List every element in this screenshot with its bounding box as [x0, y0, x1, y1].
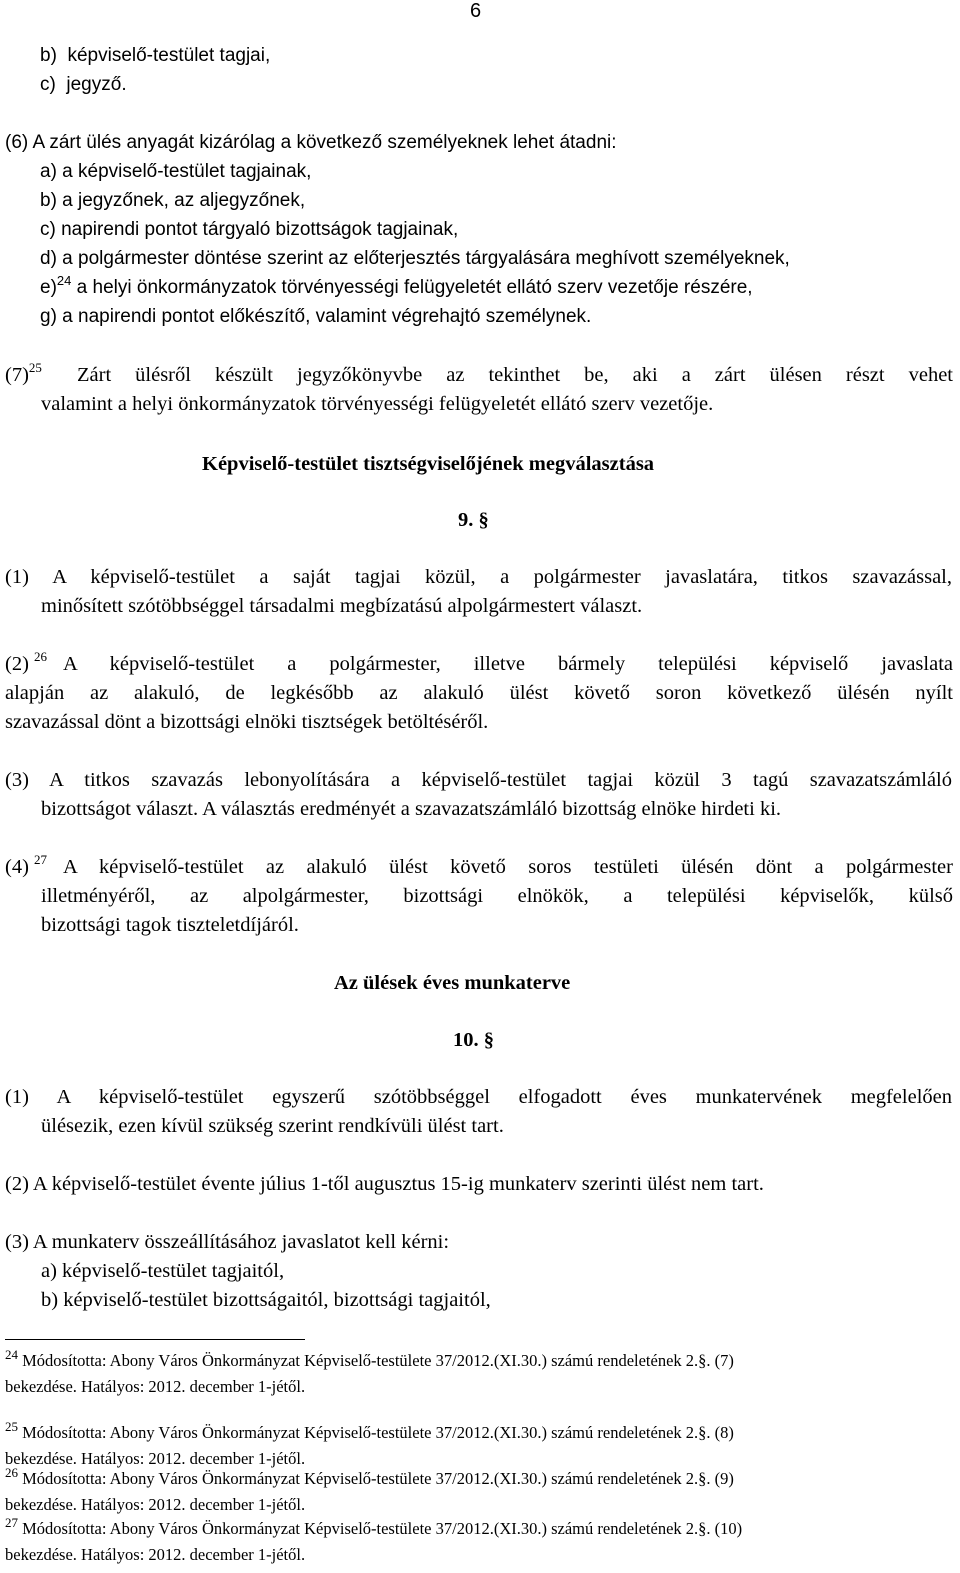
footnote-ref-24: 24 — [56, 272, 72, 288]
list-item-e: e)$^{24}$ a helyi önkormányzatok törvényességi felügyeletét ellátó szerv vezetője részére, — [40, 272, 753, 298]
section10-p3: (3) A munkaterv összeállításához javaslatot kell kérni: — [5, 1231, 450, 1253]
section9-p1-line: (1) A képviselő-testület a saját tagjai közül, a polgármester javaslatára, titkos szavazással, — [5, 566, 952, 588]
section9-p4-line: bizottsági tagok tiszteletdíjáról. — [41, 914, 299, 936]
list-item: a) a képviselő-testület tagjainak, — [40, 161, 312, 182]
page-number: 6 — [470, 0, 482, 22]
footnote-line: bekezdése. Hatályos: 2012. december 1-jétől. — [5, 1545, 306, 1564]
footnote-line: bekezdése. Hatályos: 2012. december 1-jétől. — [5, 1377, 306, 1396]
list-item: b) képviselő-testület tagjai, — [40, 45, 271, 66]
list-item: g) a napirendi pontot előkészítő, valamint végrehajtó személynek. — [40, 306, 592, 327]
footnote: $^{27}$ Módosította: Abony Város Önkormányzat Képviselő-testülete 37/2012.(XI.30.) számú rendeletének 2.§. (10) — [5, 1514, 743, 1538]
footnote-ref-26: 26 — [34, 649, 48, 665]
list-item: c) napirendi pontot tárgyaló bizottságok tagjainak, — [40, 219, 459, 240]
section9-p3-line: bizottságot választ. A választás eredményét a szavazatszámláló bizottság elnöke hirdeti ki. — [41, 798, 782, 820]
section-number: 10. § — [453, 1029, 494, 1051]
section10-p1-line: ülésezik, ezen kívül szükség szerint rendkívüli ülést tart. — [41, 1115, 504, 1137]
section9-p2-label: (2) $^{26}$ — [5, 649, 48, 675]
footnote: $^{26}$ Módosította: Abony Város Önkormányzat Képviselő-testülete 37/2012.(XI.30.) számú rendeletének 2.§. (9) — [5, 1464, 734, 1488]
paragraph-7-line: Zárt ülésről készült jegyzőkönyvbe az tekinthet be, aki a zárt ülésen részt vehet — [77, 364, 953, 386]
list-item: b) a jegyzőnek, az aljegyzőnek, — [40, 190, 306, 211]
section9-p4-label: (4) $^{27}$ — [5, 852, 48, 878]
list-item: d) a polgármester döntése szerint az előterjesztés tárgyalására meghívott személyeknek, — [40, 248, 790, 269]
list-item: b) képviselő-testület bizottságaitól, bizottsági tagjaitól, — [41, 1289, 491, 1311]
section10-p1-line: (1) A képviselő-testület egyszerű szótöbbséggel elfogadott éves munkatervének megfelelően — [5, 1086, 952, 1108]
section9-p4-line: A képviselő-testület az alakuló ülést követő soros testületi ülésén dönt a polgármester — [63, 856, 953, 878]
section9-p2-line: A képviselő-testület a polgármester, illetve bármely települési képviselő javaslata — [63, 653, 953, 675]
footnote-ref-27: 27 — [34, 852, 48, 868]
footnote-ref-25: 25 — [28, 360, 42, 376]
paragraph-7-line: valamint a helyi önkormányzatok törvényességi felügyeletét ellátó szerv vezetője. — [41, 393, 714, 415]
section9-p1-line: minősített szótöbbséggel társadalmi megbízatású alpolgármestert választ. — [41, 595, 643, 617]
section-heading: Képviselő-testület tisztségviselőjének megválasztása — [202, 453, 655, 475]
section9-p3-line: (3) A titkos szavazás lebonyolítására a képviselő-testület tagjai közül 3 tagú szavazatszámláló — [5, 769, 952, 791]
section9-p2-line: szavazással dönt a bizottsági elnöki tisztségek betöltéséről. — [5, 711, 489, 733]
section10-p2: (2) A képviselő-testület évente július 1-től augusztus 15-ig munkaterv szerinti ülést nem tart. — [5, 1173, 764, 1195]
footnote: $^{25}$ Módosította: Abony Város Önkormányzat Képviselő-testülete 37/2012.(XI.30.) számú rendeletének 2.§. (8) — [5, 1418, 734, 1442]
section-heading: Az ülések éves munkaterve — [334, 972, 571, 994]
section-number: 9. § — [458, 509, 489, 531]
footnote-separator — [5, 1339, 305, 1340]
section9-p4-line: illetményéről, az alpolgármester, bizottsági elnökök, a települési képviselők, külső — [41, 885, 953, 907]
section9-p2-line: alapján az alakuló, de legkésőbb az alakuló ülést követő soron következő ülésén nyílt — [5, 682, 953, 704]
list-item: c) jegyző. — [40, 74, 127, 95]
paragraph-6-intro: (6) A zárt ülés anyagát kizárólag a következő személyeknek lehet átadni: — [5, 132, 617, 153]
footnote-line: bekezdése. Hatályos: 2012. december 1-jétől. — [5, 1449, 306, 1468]
footnote: $^{24}$ Módosította: Abony Város Önkormányzat Képviselő-testülete 37/2012.(XI.30.) számú rendeletének 2.§. (7) — [5, 1346, 734, 1370]
paragraph-7-label: $(7)^{25}$ — [5, 360, 42, 386]
list-item: a) képviselő-testület tagjaitól, — [41, 1260, 285, 1282]
footnote-line: bekezdése. Hatályos: 2012. december 1-jétől. — [5, 1495, 306, 1514]
